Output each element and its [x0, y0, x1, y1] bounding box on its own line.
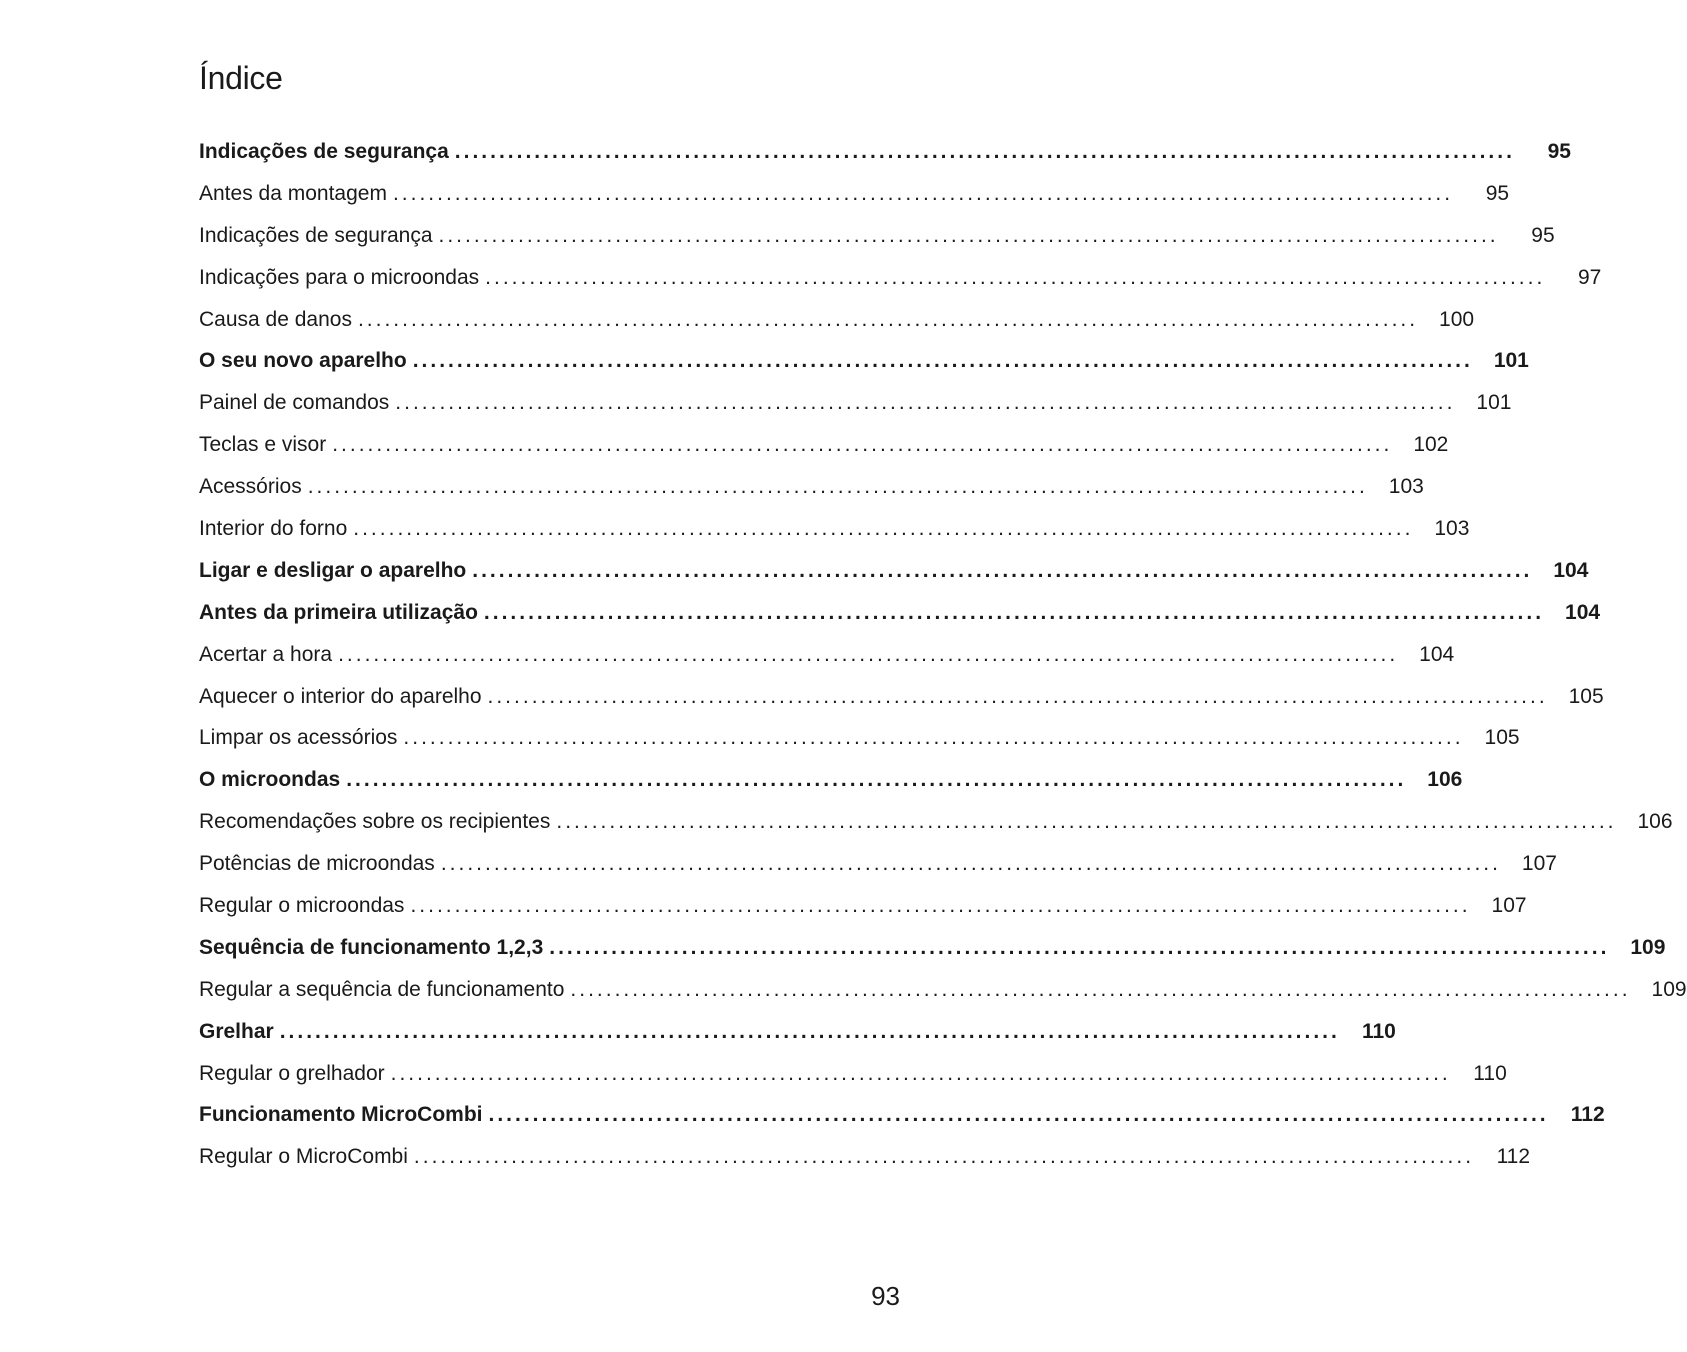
- toc-entry[interactable]: [199, 424, 1449, 466]
- toc-entry-label: Potências de microondas: [199, 852, 435, 876]
- toc-entry-label: Aquecer o interior do aparelho: [199, 684, 482, 708]
- toc-entry-label: Antes da montagem: [199, 181, 387, 205]
- toc-dot-leader: ........................................................................................................................: [440, 852, 1501, 876]
- toc-dot-leader: ........................................................................................................................: [332, 433, 1393, 457]
- toc-dot-leader: ........................................................................................................................: [454, 140, 1515, 163]
- toc-dot-leader: ........................................................................................................................: [279, 1019, 1340, 1043]
- toc-entry-label: Interior do forno: [199, 517, 348, 541]
- toc-entry[interactable]: [199, 676, 1604, 718]
- toc-entry[interactable]: [199, 382, 1512, 424]
- toc-entry[interactable]: [199, 801, 1673, 843]
- toc-entry-page: 104: [1419, 642, 1455, 666]
- toc-dot-leader: ........................................................................................................................: [412, 349, 1473, 373]
- toc-entry[interactable]: [199, 508, 1470, 550]
- toc-entry-label: Indicações de segurança: [199, 140, 449, 163]
- toc-entry[interactable]: [199, 1094, 1605, 1136]
- toc-dot-leader: ........................................................................................................................: [570, 977, 1631, 1001]
- page-number: 93: [871, 1281, 900, 1311]
- toc-dot-leader: ........................................................................................................................: [357, 307, 1419, 331]
- toc-dot-leader: ........................................................................................................................: [487, 684, 1548, 708]
- toc-entry-page: 97: [1577, 265, 1602, 289]
- toc-entry-page: 110: [1473, 1061, 1507, 1085]
- toc-entry[interactable]: [199, 592, 1601, 634]
- toc-entry[interactable]: [199, 759, 1463, 801]
- toc-entry-page: 103: [1434, 517, 1470, 541]
- toc-entry-label: Ligar e desligar o aparelho: [199, 558, 467, 582]
- toc-entry-page: 109: [1630, 935, 1666, 959]
- toc-entry-label: Teclas e visor: [199, 433, 327, 457]
- toc-entry-page: 95: [1531, 223, 1555, 247]
- toc-entry-page: 104: [1553, 558, 1589, 582]
- toc-entry-page: 103: [1388, 475, 1424, 499]
- toc-dot-leader: ........................................................................................................................: [556, 810, 1617, 834]
- toc-entry[interactable]: [199, 634, 1455, 676]
- toc-dot-leader: ........................................................................................................................: [390, 1061, 1451, 1085]
- toc-entry-page: 107: [1491, 894, 1527, 918]
- toc-entry-page: 95: [1485, 181, 1510, 205]
- toc-entry-label: O microondas: [199, 768, 341, 792]
- toc-dot-leader: ........................................................................................................................: [549, 935, 1610, 959]
- toc-entry[interactable]: [199, 1011, 1396, 1053]
- toc-entry[interactable]: [199, 885, 1527, 927]
- toc-entry-label: Indicações para o microondas: [199, 265, 480, 289]
- toc-dot-leader: ........................................................................................................................: [395, 391, 1456, 415]
- toc-entry-page: 106: [1427, 768, 1463, 792]
- toc-entry-page: 101: [1493, 349, 1529, 373]
- toc-entry-page: 105: [1568, 684, 1604, 708]
- toc-entry-label: Antes da primeira utilização: [199, 600, 478, 624]
- toc-entry-label: O seu novo aparelho: [199, 349, 407, 373]
- toc-entry-page: 107: [1521, 852, 1557, 876]
- toc-entry-page: 102: [1413, 433, 1449, 457]
- toc-entry[interactable]: [199, 969, 1687, 1011]
- toc-entry-page: 109: [1651, 977, 1687, 1001]
- toc-entry-page: 95: [1547, 140, 1571, 163]
- toc-entry-label: Causa de danos: [199, 307, 352, 331]
- toc-dot-leader: ........................................................................................................................: [346, 768, 1407, 792]
- toc-dot-leader: ........................................................................................................................: [410, 894, 1471, 918]
- toc-entry-label: Acessórios: [199, 475, 302, 499]
- toc-entry-label: Regular o grelhador: [199, 1061, 385, 1085]
- toc-entry[interactable]: [199, 927, 1666, 969]
- toc-entry[interactable]: [199, 550, 1589, 592]
- toc-entry[interactable]: [199, 299, 1475, 341]
- toc-dot-leader: ........................................................................................................................: [488, 1103, 1549, 1127]
- toc-entry[interactable]: [199, 215, 1555, 257]
- table-of-contents: [199, 131, 1687, 1178]
- toc-dot-leader: ........................................................................................................................: [403, 726, 1464, 750]
- toc-dot-leader: ........................................................................................................................: [472, 558, 1533, 582]
- toc-entry-page: 104: [1565, 600, 1601, 624]
- toc-dot-leader: ........................................................................................................................: [485, 265, 1546, 289]
- toc-entry[interactable]: [199, 340, 1529, 382]
- page-title: Índice: [199, 60, 283, 96]
- toc-entry-label: Recomendações sobre os recipientes: [199, 810, 551, 834]
- toc-entry-label: Regular o microondas: [199, 894, 405, 918]
- toc-dot-leader: ........................................................................................................................: [338, 642, 1399, 666]
- toc-entry-label: Acertar a hora: [199, 642, 333, 666]
- toc-entry[interactable]: [199, 466, 1424, 508]
- toc-entry-label: Regular o MicroCombi: [199, 1145, 408, 1169]
- toc-entry-label: Limpar os acessórios: [199, 726, 398, 750]
- toc-entry-label: Regular a sequência de funcionamento: [199, 977, 565, 1001]
- toc-entry-label: Indicações de segurança: [199, 223, 433, 247]
- toc-entry-page: 112: [1570, 1103, 1605, 1127]
- toc-entry-label: Grelhar: [199, 1019, 274, 1043]
- toc-entry-page: 105: [1484, 726, 1520, 750]
- toc-entry[interactable]: [199, 843, 1557, 885]
- toc-dot-leader: ........................................................................................................................: [483, 600, 1545, 624]
- toc-dot-leader: ........................................................................................................................: [353, 517, 1414, 541]
- toc-dot-leader: ........................................................................................................................: [438, 223, 1499, 247]
- toc-entry-page: 110: [1361, 1019, 1396, 1043]
- toc-entry-page: 100: [1439, 307, 1475, 331]
- toc-entry-label: Sequência de funcionamento 1,2,3: [199, 935, 544, 959]
- toc-entry[interactable]: [199, 1136, 1531, 1178]
- toc-entry-page: 101: [1476, 391, 1512, 415]
- toc-dot-leader: ........................................................................................................................: [307, 475, 1368, 499]
- toc-entry-label: Painel de comandos: [199, 391, 390, 415]
- toc-entry[interactable]: [199, 173, 1510, 215]
- toc-entry[interactable]: [199, 1053, 1507, 1095]
- toc-entry[interactable]: [199, 131, 1571, 173]
- toc-entry-page: 106: [1637, 810, 1673, 834]
- toc-entry-page: 112: [1496, 1145, 1531, 1169]
- toc-entry[interactable]: [199, 717, 1520, 759]
- toc-dot-leader: ........................................................................................................................: [392, 181, 1454, 205]
- toc-entry-label: Funcionamento MicroCombi: [199, 1103, 483, 1127]
- toc-dot-leader: ........................................................................................................................: [413, 1145, 1475, 1169]
- toc-entry[interactable]: [199, 257, 1602, 299]
